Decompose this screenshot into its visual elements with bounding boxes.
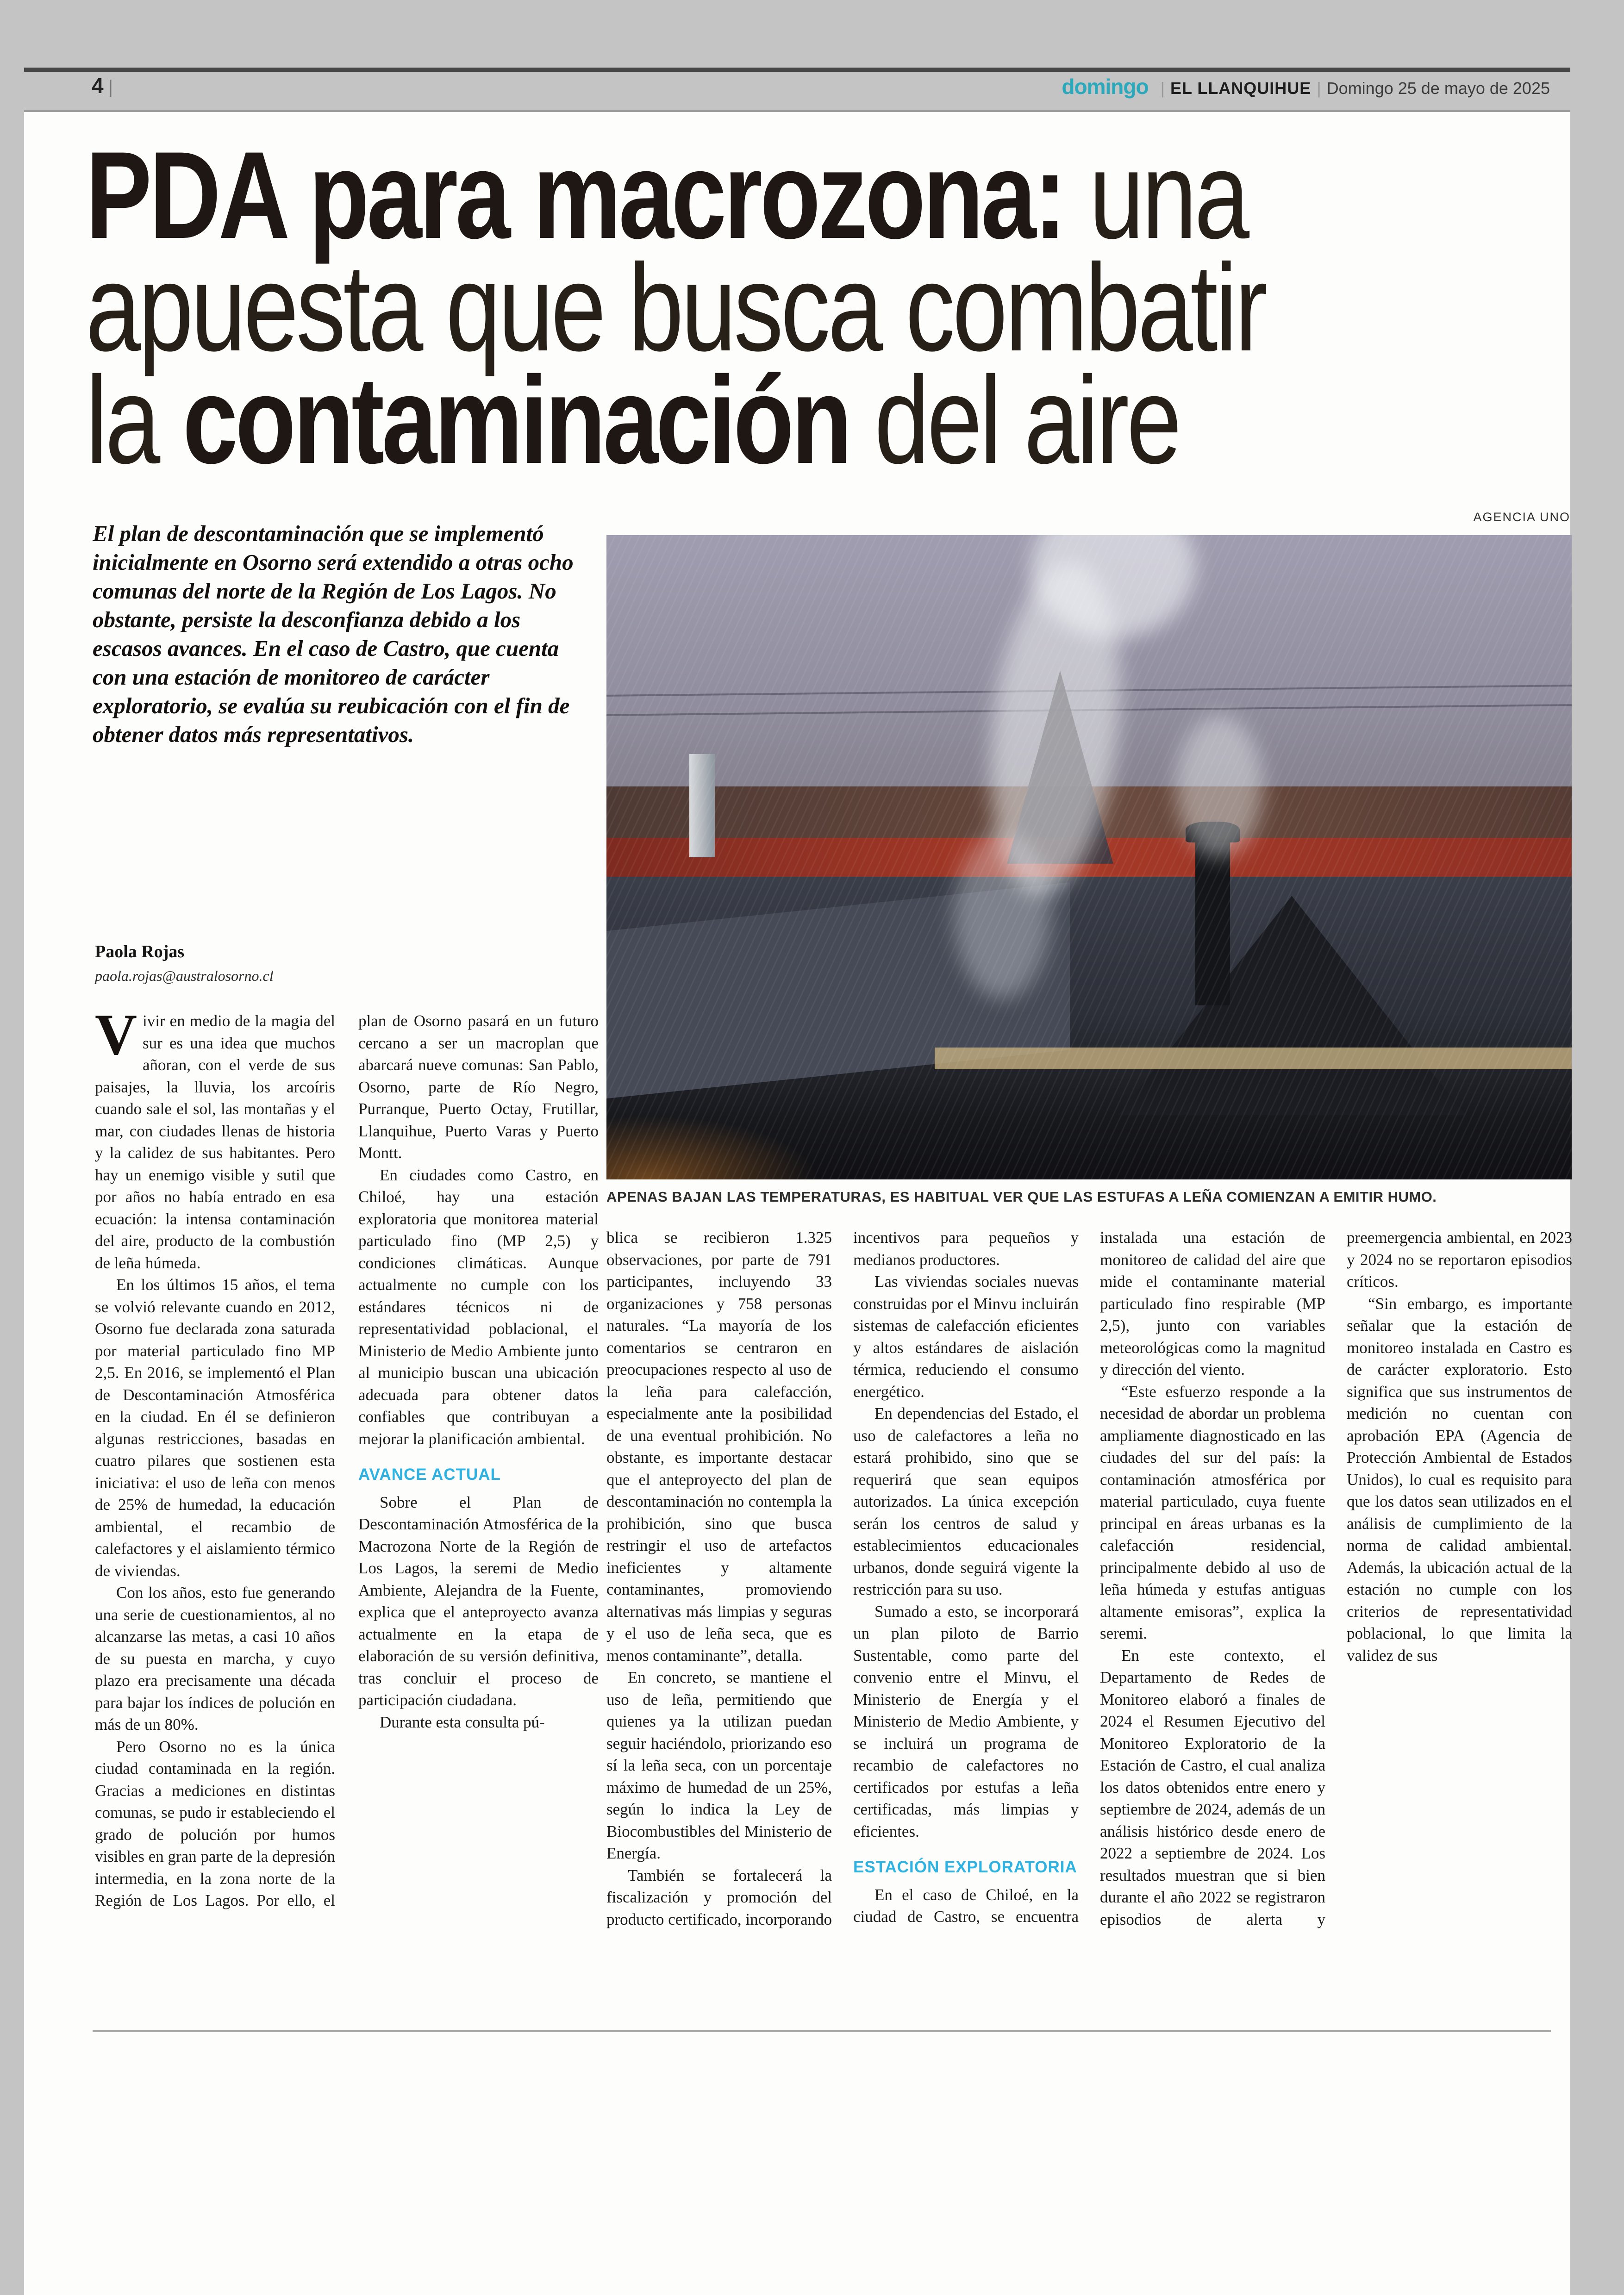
page-number-bar: | [108, 77, 113, 97]
rain-overlay [606, 535, 1572, 1179]
paragraph-16: “Sin embargo, es importante señalar que la estación de monitoreo instalada en Castro es de carácter exploratorio. Esto significa que sus instrumentos de medición no cuentan con aprobación EPA (Agencia de Protección Ambiental de Estados Unidos), lo cual es requisito para que los datos sean utilizados en el análisis de cumplimiento de la norma de calidad ambiental. Además, la ubicación actual de la estación no cumple con los criterios de representatividad poblacional, lo que limita la validez de sus [1347, 1294, 1572, 1665]
photo-credit: AGENCIA UNO [1473, 510, 1570, 524]
paragraph-9: También se fortalecerá la fiscalización y promoción del producto certificado, incorporando incentivos para pequeños y medianos productores. [606, 1229, 1079, 1928]
paragraph-14: “Este esfuerzo responde a la necesidad de abordar un problema ampliamente diagnosticado en las ciudades del sur del país: la contaminación atmosférica por material particulado, cuya fuente principal en áreas urbanas es la calefacción residencial, principalmente debido al uso de leña húmeda y estufas antiguas altamente emisoras”, explica la seremi. [1100, 1382, 1325, 1642]
paragraph-10: Las viviendas sociales nuevas construidas por el Minvu incluirán sistemas de calefacción eficientes y altos estándares de aislación térmica, reduciendo el consumo energético. [853, 1272, 1079, 1401]
paragraph-1: Vivir en medio de la magia del sur es una idea que muchos añoran, con el verde de sus paisajes, la lluvia, los arcoíris cuando sale el sol, las montañas y el mar, con ciudades llenas de historia y la calidez de sus habitantes. Pero hay un enemigo visible y sutil que por años no había entrado en esa ecuación: la intensa contaminación del aire, producto de la combustión de leña húmeda. [95, 1010, 335, 1272]
paragraph-7-left: Durante esta consulta pú- [380, 1713, 545, 1731]
paragraph-13: En el caso de Chiloé, en la ciudad de Castro, se encuentra instalada una estación de monitoreo de calidad del aire que mide el contaminante material particulado fino respirable (MP 2,5), junto con variables meteorológicas como la magnitud y dirección del viento. [853, 1229, 1325, 1926]
paragraph-6: Sobre el Plan de Descontaminación Atmosférica de la Macrozona Norte de la Región de Los Lagos, la seremi de Medio Ambiente, Alejandra de la Fuente, explica que el anteproyecto avanza actualmente en la etapa de elaboración de su versión definitiva, tras concluir el proceso de participación ciudadana. [358, 1493, 599, 1709]
edition-date: Domingo 25 de mayo de 2025 [1326, 79, 1550, 98]
subhead-avance-actual: AVANCE ACTUAL [358, 1466, 501, 1484]
publication-name: EL LLANQUIHUE [1170, 79, 1312, 98]
headline-line-3: la contaminación del aire [86, 350, 1180, 489]
paragraph-5: En ciudades como Castro, en Chiloé, hay una estación exploratoria que monitorea material particulado fino (MP 2,5) y condiciones climáticas. Aunque actualmente no cumple con los estándares técnicos ni de representatividad poblacional, el Ministerio de Medio Ambiente junto al municipio buscan una ubicación adecuada para obtener datos confiables que contribuyan a mejorar la planificación ambiental. [358, 1166, 599, 1448]
page-number [92, 73, 113, 98]
headline-line-1: PDA para macrozona: una [86, 125, 1247, 264]
article-photo [606, 535, 1572, 1179]
subhead-estacion-exploratoria: ESTACIÓN EXPLORATORIA [853, 1858, 1077, 1876]
paragraph-8: En concreto, se mantiene el uso de leña, permitiendo que quienes ya la utilizan puedan seguir haciéndolo, priorizando eso sí la leña seca, con un porcentaje máximo de humedad de un 25%, según lo indica la Ley de Biocombustibles del Ministerio de Energía. [606, 1668, 832, 1862]
paragraph-3: Con los años, esto fue generando una serie de cuestionamientos, al no alcanzarse las metas, a casi 10 años de su puesta en marcha, y cuyo plazo era precisamente una década para bajar los índices de polución en más de un 80%. [95, 1584, 335, 1734]
byline-author: Paola Rojas [95, 942, 185, 961]
masthead-separator-2: | [1317, 79, 1321, 98]
page-number-value: 4 [92, 74, 104, 98]
headline-line-2: apuesta que busca combatir [86, 238, 1266, 377]
top-rule [24, 68, 1570, 72]
paragraph-7-right: blica se recibieron 1.325 observaciones, por parte de 791 participantes, incluyendo 33 organizaciones y 758 personas naturales. “La mayoría de los comentarios se centraron en preocupaciones respecto al uso de la leña para calefacción, especialmente ante la posibilidad de una eventual prohibición. No obstante, es importante destacar que el anteproyecto del plan de descontaminación no contempla la prohibición, sino que busca restringir el uso de artefactos ineficientes y altamente contaminantes, promoviendo alternativas más limpias y seguras y el uso de leña seca, que es menos contaminante”, detalla. [606, 1229, 832, 1665]
paragraph-11: En dependencias del Estado, el uso de calefactores a leña no estará prohibido, sino que se requerirá que sean equipos autorizados. La única excepción serán los centros de salud y establecimientos educacionales urbanos, donde seguirá vigente la restricción para su uso. [853, 1404, 1079, 1598]
paragraph-2: En los últimos 15 años, el tema se volvió relevante cuando en 2012, Osorno fue declarada zona saturada por material particulado fino MP 2,5. En 2016, se implementó el Plan de Descontaminación Atmosférica en la ciudad. En él se definieron algunas restricciones, basadas en cuatro pilares que sostienen esta iniciativa: el uso de leña con menos de 25% de humedad, la educación ambiental, el recambio de calefactores y el aislamiento térmico de viviendas. [95, 1276, 335, 1580]
paragraph-4: Pero Osorno no es la única ciudad contaminada en la región. Gracias a mediciones en distintas comunas, se pudo ir estableciendo el grado de polución por humos visibles en gran parte de la depresión intermedia, en la zona norte de la Región de Los Lagos. Por ello, el plan de Osorno pasará en un futuro cercano a ser un macroplan que abarcará nueve comunas: San Pablo, Osorno, parte de Río Negro, Purranque, Puerto Octay, Frutillar, Llanquihue, Puerto Varas y Puerto Montt. [95, 1012, 599, 1909]
photo-caption: APENAS BAJAN LAS TEMPERATURAS, ES HABITUAL VER QUE LAS ESTUFAS A LEÑA COMIENZAN A EMITIR HUMO. [606, 1189, 1437, 1205]
paragraph-12: Sumado a esto, se incorporará un plan piloto de Barrio Sustentable, como parte del convenio entre el Minvu, el Ministerio de Energía y el Ministerio de Medio Ambiente, y se incluirá un programa de recambio de calefactores no certificados por estufas a leña certificadas, más limpias y eficientes. [853, 1602, 1079, 1840]
bottom-rule [93, 2030, 1551, 2032]
lede-paragraph: El plan de descontaminación que se implementó inicialmente en Osorno será extendido a otras ocho comunas del norte de la Región de Los Lagos. No obstante, persiste la desconfianza debido a los escasos avances. En el caso de Castro, que cuenta con una estación de monitoreo de carácter exploratorio, se evalúa su reubicación con el fin de obtener datos más representativos. [93, 521, 574, 747]
article-columns-left [95, 1010, 599, 1929]
paragraph-15: En este contexto, el Departamento de Redes de Monitoreo elaboró a finales de 2024 el Resumen Ejecutivo del Monitoreo Exploratorio de la Estación de Castro, el cual analiza los datos obtenidos entre enero y septiembre de 2024, además de un análisis histórico desde enero de 2022 a septiembre de 2024. Los resultados muestran que si bien durante el año 2022 se registraron episodios de alerta y preemergencia ambiental, en 2023 y 2024 no se reportaron episodios críticos. [1100, 1229, 1572, 1928]
article-columns-bottom [606, 1227, 1572, 1935]
masthead-separator: | [1160, 79, 1165, 98]
drop-cap: V [95, 1010, 137, 1067]
masthead [1062, 74, 1550, 99]
byline-email: paola.rojas@australosorno.cl [95, 967, 274, 984]
section-name: domingo [1062, 75, 1149, 99]
headline [86, 125, 1486, 489]
